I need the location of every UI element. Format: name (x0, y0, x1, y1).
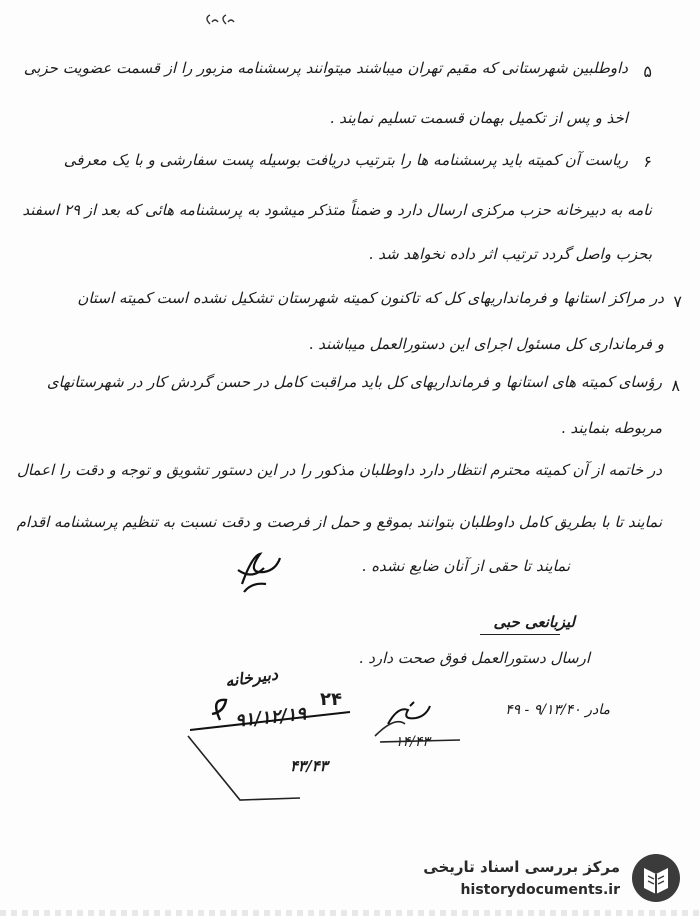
annotation-small: ۴۳/۴۳ (290, 757, 328, 775)
item6-number: ۶ (643, 152, 652, 171)
closing-line1: در خاتمه از آن کمیته محترم انتظار دارد داوطلبان مذکور را در این دستور تشویق و توجه و دقت را اعمال (16, 461, 662, 479)
item6-line1: ریاست آن کمیته باید پرسشنامه ها را بترتیب دریافت بوسیله پست سفارشی و با یک معرفی (63, 151, 628, 169)
closing-line2: نمایند تا با بطریق کامل داوطلبان بتوانند بموقع و حمل از فرصت و دقت نسبت به تنظیم پرسشنامه اقدام (16, 513, 662, 531)
signature-underline (480, 634, 560, 635)
item5-number: ۵ (643, 62, 652, 81)
closing-line3: نمایند تا حقی از آنان ضایع نشده . (361, 557, 570, 575)
mid-mark: ۱۴/۴۳ (395, 734, 430, 750)
footer-date: مادر ۹/۱۳/۴۰ - ۴۹ (505, 702, 610, 718)
item8-line1: رؤسای کمیته های استانها و فرمانداریهای کل باید مراقبت کامل در حسن گردش کار در شهرستانهای (46, 373, 662, 391)
item7-line1: در مراکز استانها و فرمانداریهای کل که تاکنون کمیته شهرستان تشکیل نشده است کمیته استان (77, 289, 664, 307)
annotation-label: دبیرخانه (223, 664, 280, 691)
footer-note: ارسال دستورالعمل فوق صحت دارد . (358, 649, 590, 667)
mid-signature (380, 700, 450, 736)
item6-line3: بحزب واصل گردد ترتیب اثر داده نخواهد شد . (368, 245, 652, 263)
item5-line1: داوطلبین شهرستانی که مقیم تهران میباشند میتوانند پرسشنامه مزبور را از قسمت عضویت حزبی (23, 59, 628, 77)
item7-number: ۷ (673, 292, 682, 311)
item6-line2: نامه به دبیرخانه حزب مرکزی ارسال دارد و ضمناً متذکر میشود به پرسشنامه هائی که بعد از ۲۹ اسفند (22, 201, 652, 219)
top-mark (200, 12, 240, 34)
book-logo-icon (630, 852, 682, 904)
scan-bottom-edge (0, 910, 700, 916)
item8-line2: مربوطه بنمایند . (560, 419, 662, 437)
item7-line2: و فرمانداری کل مسئول اجرای این دستورالعمل میباشند . (308, 335, 664, 353)
item8-number: ۸ (671, 376, 680, 395)
signature-label: لیزبانعی حبی (493, 613, 575, 631)
annotation-date: ۹۱/۱۲/۱۹ (234, 703, 308, 732)
item5-line2: اخذ و پس از تکمیل بهمان قسمت تسلیم نمایند . (329, 109, 628, 127)
watermark-url: historydocuments.ir (460, 882, 620, 898)
signature-scribble (230, 540, 290, 596)
watermark-title: مرکز بررسی اسناد تاریخی (423, 858, 620, 876)
annotation-number: ۲۴ (320, 689, 342, 710)
